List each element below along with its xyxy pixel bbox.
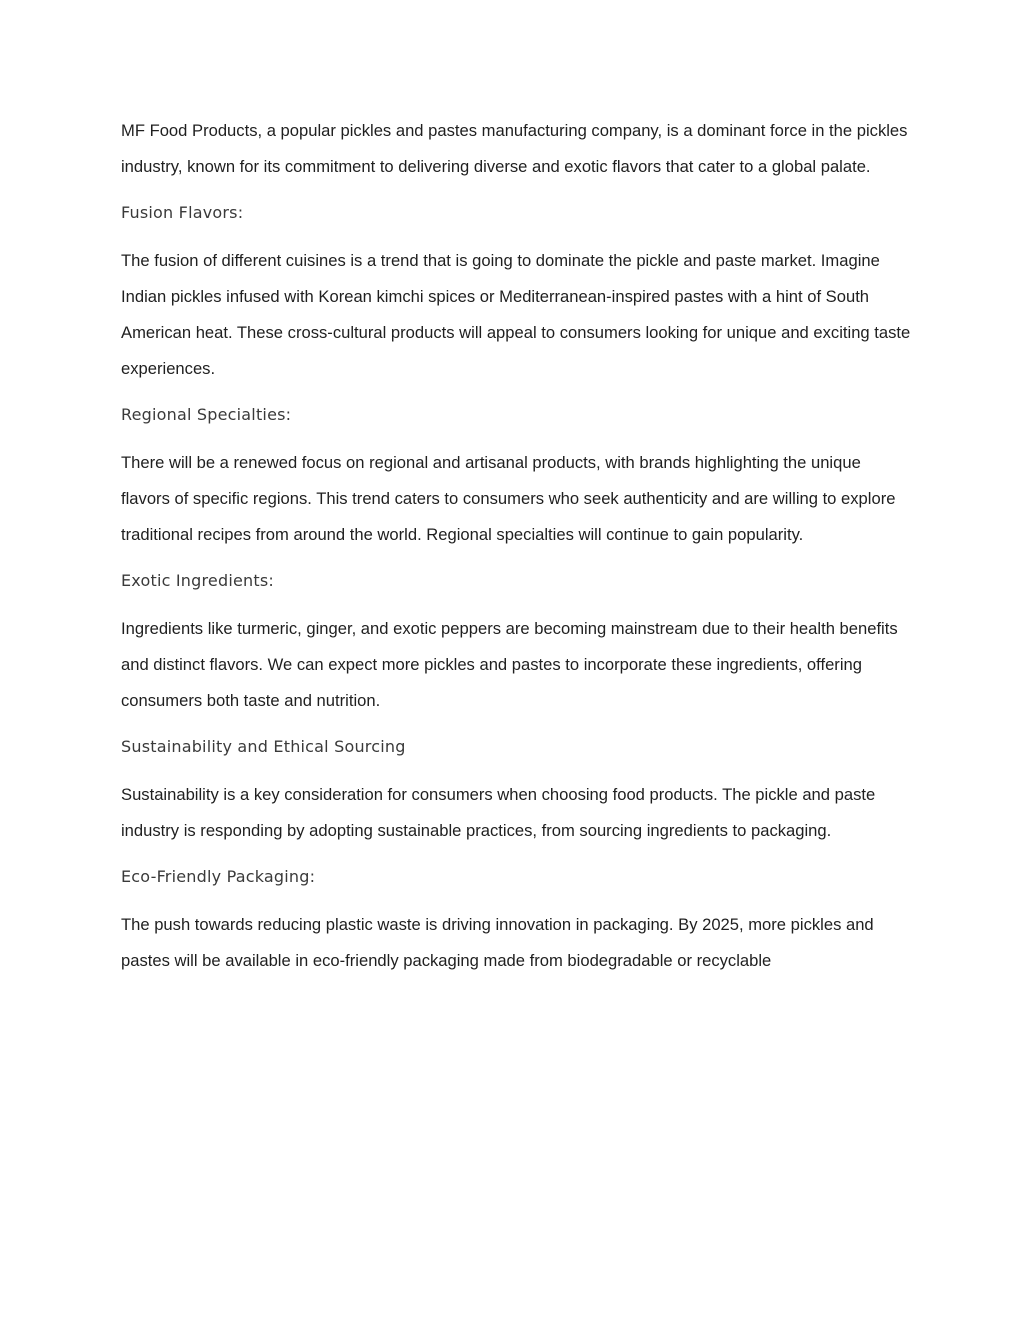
document-body <box>121 113 911 979</box>
section-heading-eco-friendly-packaging: Eco-Friendly Packaging: <box>121 867 316 886</box>
section-heading-fusion-flavors: Fusion Flavors: <box>121 203 244 222</box>
section-heading-exotic-ingredients: Exotic Ingredients: <box>121 571 274 590</box>
section-body-regional-specialties: There will be a renewed focus on regional and artisanal products, with brands highlighting the unique flavors of specific regions. This trend caters to consumers who seek authenticity and are willing to explore traditional recipes from around the world. Regional specialties will continue to gain popularity. <box>121 453 896 544</box>
intro-paragraph: MF Food Products, a popular pickles and pastes manufacturing company, is a dominant force in the pickles industry, known for its commitment to delivering diverse and exotic flavors that cater to a global palate. <box>121 121 908 176</box>
section-heading-sustainability: Sustainability and Ethical Sourcing <box>121 737 406 756</box>
section-body-eco-friendly-packaging: The push towards reducing plastic waste is driving innovation in packaging. By 2025, more pickles and pastes will be available in eco-friendly packaging made from biodegradable or recyclable <box>121 915 874 970</box>
section-body-sustainability: Sustainability is a key consideration for consumers when choosing food products. The pickle and paste industry is responding by adopting sustainable practices, from sourcing ingredients to packaging. <box>121 785 876 840</box>
section-body-exotic-ingredients: Ingredients like turmeric, ginger, and exotic peppers are becoming mainstream due to their health benefits and distinct flavors. We can expect more pickles and pastes to incorporate these ingredients, offering consumers both taste and nutrition. <box>121 619 898 710</box>
section-heading-regional-specialties: Regional Specialties: <box>121 405 292 424</box>
section-body-fusion-flavors: The fusion of different cuisines is a trend that is going to dominate the pickle and paste market. Imagine Indian pickles infused with Korean kimchi spices or Mediterranean-inspired pastes with a hint of South American heat. These cross-cultural products will appeal to consumers looking for unique and exciting taste experiences. <box>121 251 911 378</box>
